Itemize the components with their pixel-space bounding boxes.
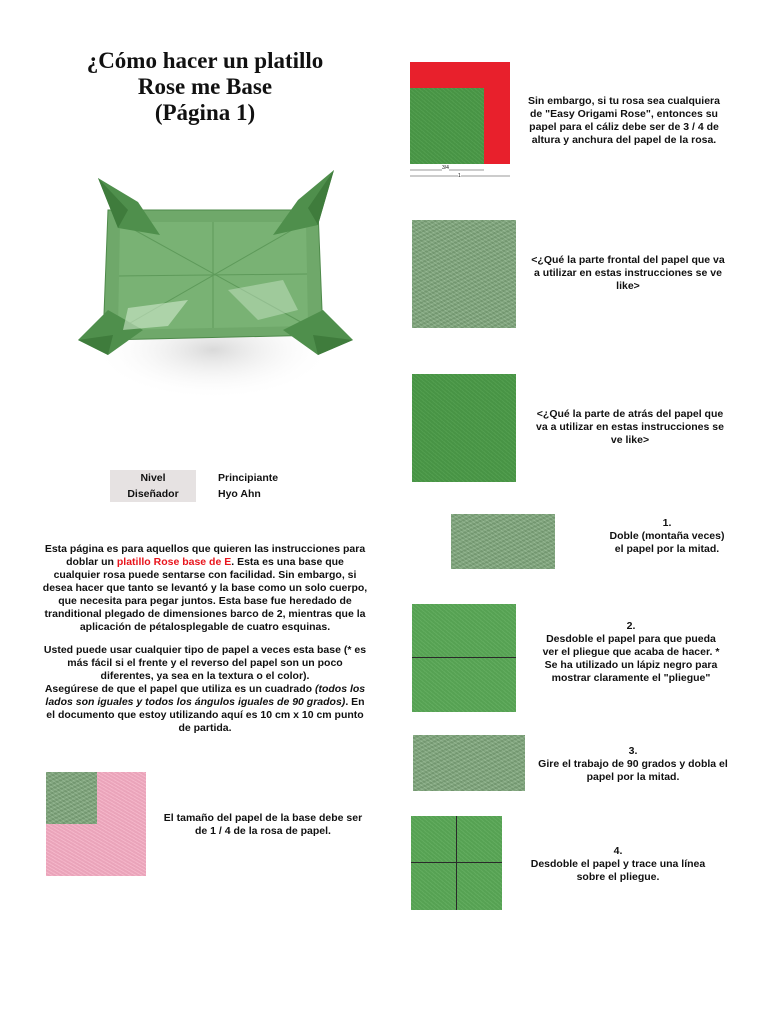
info-row-level: [110, 470, 282, 486]
title-line-1: ¿Cómo hacer un platillo: [86, 48, 324, 73]
intro-paragraph-2: Usted puede usar cualquier tipo de papel a veces esta base (* es más fácil si el frente y el reverso del papel son un poco diferentes, ya sea en la textura o el color).: [43, 644, 367, 682]
step-4-text: Desdoble el papel y trace una línea sobre el pliegue.: [530, 858, 706, 883]
intro-p1-text-end: . Esta es una base que cualquier rosa puede sentarse con facilidad. Sin embargo, si desea hacer que tanto se levantó y la base como un solo cuerpo, que necesita para pegar juntos. Esta base fue heredado de tranditional plegado de dimensiones barco de 2, mientras que la aplicación de pétalosplegable de cuatro esquinas.: [42, 556, 368, 633]
step-1-image: [451, 514, 555, 569]
back-note: <¿Qué la parte de atrás del papel que va a utilizar en estas instrucciones se ve like>: [536, 408, 724, 446]
step-1-number: 1.: [662, 517, 672, 529]
step-3-number: 3.: [628, 745, 638, 757]
level-label: Nivel: [110, 470, 196, 486]
dimension-lines: [410, 166, 510, 180]
vertical-crease: [456, 816, 457, 910]
calyx-green-paper: [410, 88, 484, 164]
calyx-diagram: [410, 62, 510, 164]
step-3-image: [413, 735, 525, 791]
info-row-designer: [110, 486, 282, 502]
intro-p3-text: Asegúrese de que el papel que utiliza es un cuadrado: [44, 683, 315, 695]
intro-paragraph-3: [42, 683, 368, 735]
level-value: Principiante: [218, 472, 279, 484]
step-2: [540, 620, 722, 685]
origami-base-illustration: [68, 140, 358, 435]
step-2-text: Desdoble el papel para que pueda ver el pliegue que acaba de hacer. * Se ha utilizado un lápiz negro para mostrar claramente el "pliegue": [542, 633, 720, 684]
paper-back-swatch: [412, 374, 516, 482]
designer-label: Diseñador: [110, 486, 196, 502]
step-3-text: Gire el trabajo de 90 grados y dobla el papel por la mitad.: [538, 758, 728, 783]
step-2-number: 2.: [626, 620, 636, 632]
step-4-image: [411, 816, 502, 910]
step-2-image: [412, 604, 516, 712]
horizontal-crease: [412, 657, 516, 658]
intro-text: [42, 543, 368, 735]
step-1: [608, 517, 726, 556]
paper-front-swatch: [412, 220, 516, 328]
step-1-text: Doble (montaña veces) el papel por la mitad.: [609, 530, 725, 555]
front-note: <¿Qué la parte frontal del papel que va a utilizar en estas instrucciones se ve like>: [531, 254, 725, 292]
step-3: [534, 745, 732, 784]
size-note: El tamaño del papel de la base debe ser de 1 / 4 de la rosa de papel.: [163, 812, 363, 837]
title-line-3: (Página 1): [154, 100, 256, 125]
size-diagram: [46, 772, 146, 876]
intro-p3-italic: (todos los lados son iguales y todos los ángulos iguales de 90 grados): [45, 683, 366, 708]
dim-label-three-quarter: 3/4: [442, 165, 449, 171]
corner-petal-top-right: [273, 170, 334, 235]
intro-p1-text: Esta página es para aquellos que quieren las instrucciones para doblar un: [44, 543, 366, 568]
calyx-note: Sin embargo, si tu rosa sea cualquiera de "Easy Origami Rose", entonces su papel para el cáliz debe ser de 3 / 4 de altura y anchura del papel de la rosa.: [528, 95, 720, 146]
designer-value: Hyo Ahn: [218, 488, 261, 500]
platillo-link[interactable]: platillo Rose base de E: [116, 556, 232, 568]
step-4-number: 4.: [613, 845, 623, 857]
dim-label-one: 1: [458, 173, 461, 179]
intro-paragraph-1: [42, 543, 368, 634]
small-green-paper: [46, 772, 97, 824]
finished-base-photo: [68, 140, 358, 435]
info-table: [110, 470, 282, 502]
title-line-2: Rose me Base: [137, 74, 273, 99]
page-title: [40, 48, 370, 126]
step-4: [526, 845, 710, 884]
intro-p3-text-end: . En el documento que estoy utilizando aquí es 10 cm x 10 cm punto de partida.: [46, 696, 365, 734]
